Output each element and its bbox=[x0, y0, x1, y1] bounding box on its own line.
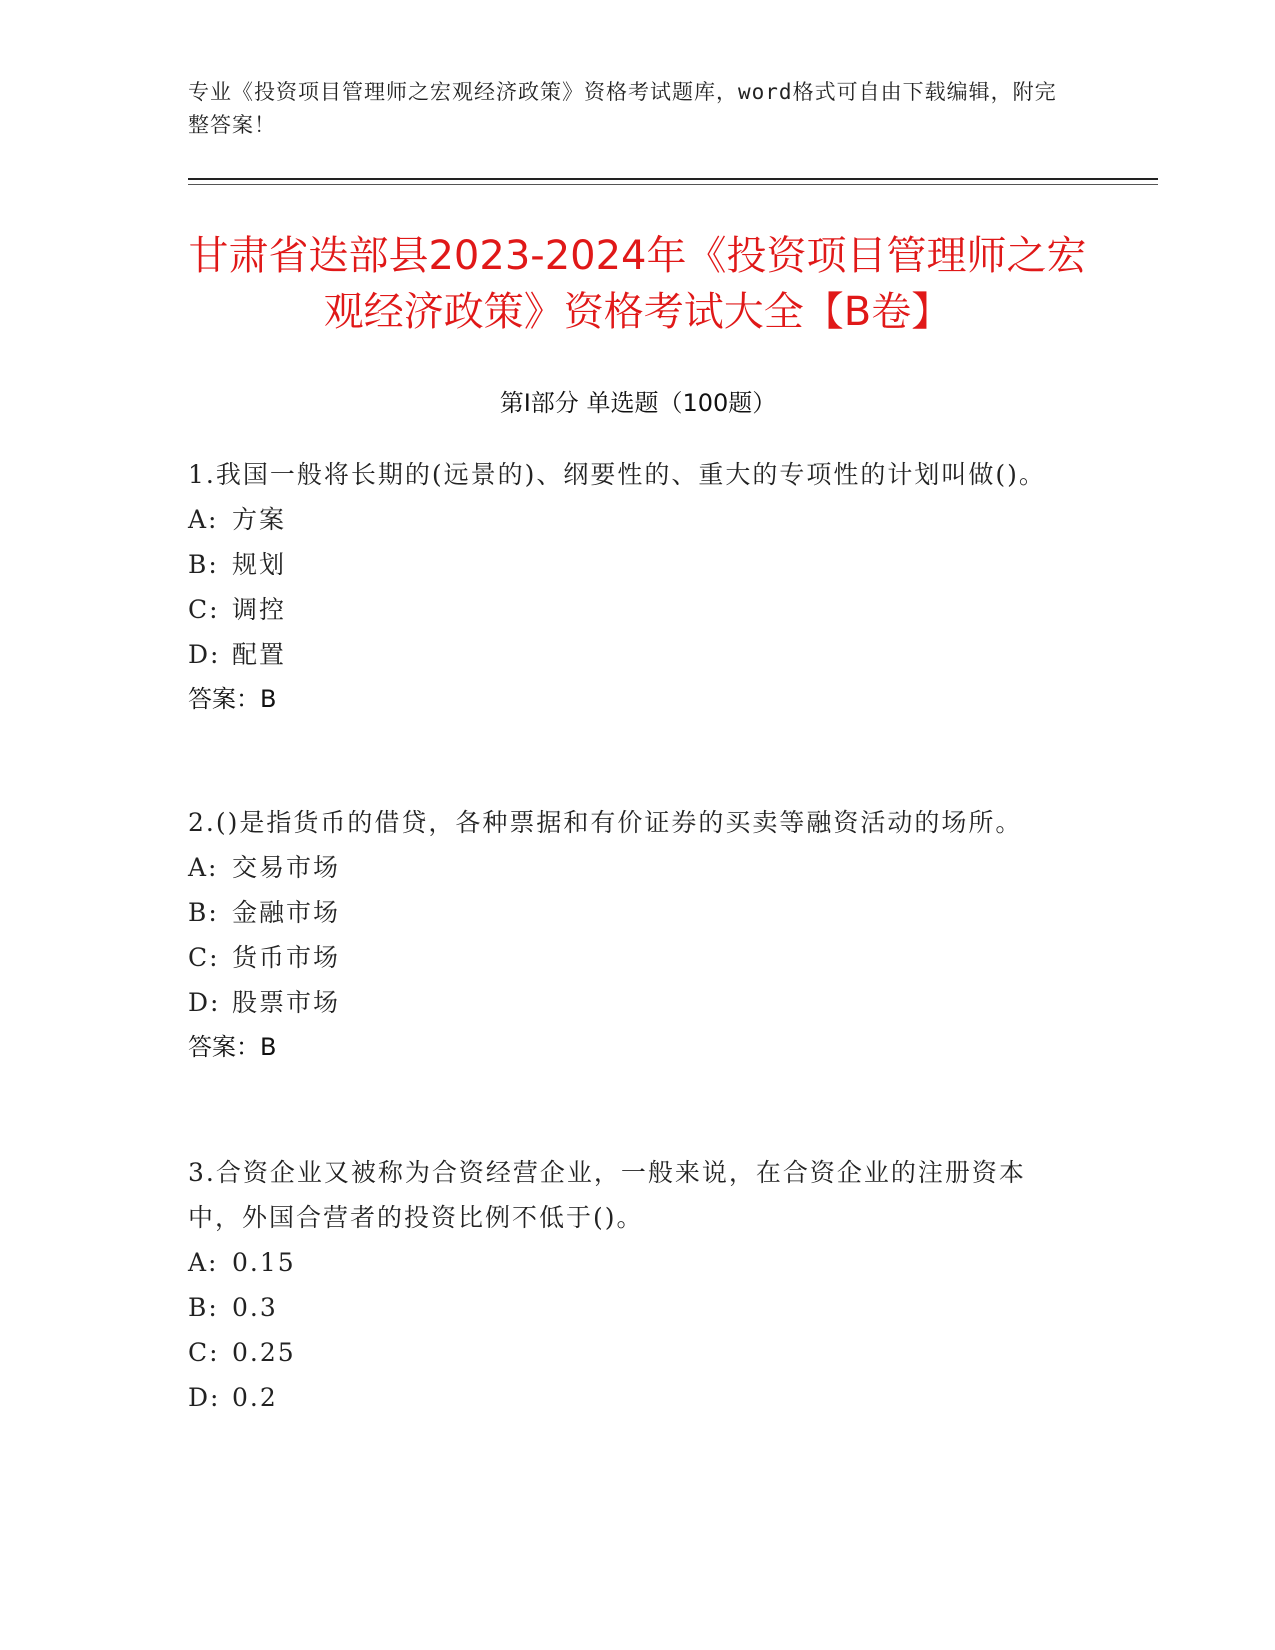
option-key: B: bbox=[188, 898, 219, 927]
option-text: 0.2 bbox=[232, 1383, 278, 1412]
option-key: A: bbox=[188, 505, 219, 534]
header-note: 专业《投资项目管理师之宏观经济政策》资格考试题库，word格式可自由下载编辑，附完整答案！ bbox=[188, 80, 1057, 137]
option-c bbox=[188, 935, 1068, 980]
option-text: 配置 bbox=[232, 640, 287, 669]
option-text: 0.15 bbox=[232, 1248, 296, 1277]
option-text: 0.3 bbox=[232, 1293, 278, 1322]
option-text: 交易市场 bbox=[232, 853, 341, 882]
option-a bbox=[188, 497, 1068, 542]
option-b bbox=[188, 542, 1068, 587]
question-text: 1.我国一般将长期的(远景的)、纲要性的、重大的专项性的计划叫做()。 bbox=[188, 460, 1046, 489]
option-b bbox=[188, 1285, 1068, 1330]
option-text: 货币市场 bbox=[232, 943, 341, 972]
section-heading: 第Ⅰ部分 单选题（100题） bbox=[499, 389, 777, 417]
option-key: C: bbox=[188, 595, 220, 624]
header-rule-thin bbox=[188, 184, 1158, 185]
option-c bbox=[188, 587, 1068, 632]
option-d bbox=[188, 1375, 1068, 1420]
option-key: A: bbox=[188, 1248, 219, 1277]
option-text: 金融市场 bbox=[232, 898, 341, 927]
option-text: 股票市场 bbox=[232, 988, 341, 1017]
option-key: B: bbox=[188, 1293, 219, 1322]
option-text: 调控 bbox=[232, 595, 287, 624]
question-1 bbox=[188, 452, 1068, 722]
option-key: D: bbox=[188, 988, 221, 1017]
option-key: D: bbox=[188, 640, 221, 669]
option-d bbox=[188, 632, 1068, 677]
answer-line: 答案：B bbox=[188, 1033, 277, 1061]
option-c bbox=[188, 1330, 1068, 1375]
header-rule-thick bbox=[188, 178, 1158, 180]
question-3 bbox=[188, 1150, 1068, 1420]
option-b bbox=[188, 890, 1068, 935]
option-key: B: bbox=[188, 550, 219, 579]
option-a bbox=[188, 1240, 1068, 1285]
option-a bbox=[188, 845, 1068, 890]
option-key: C: bbox=[188, 943, 220, 972]
option-text: 方案 bbox=[232, 505, 287, 534]
option-key: D: bbox=[188, 1383, 221, 1412]
option-text: 0.25 bbox=[232, 1338, 296, 1367]
option-key: A: bbox=[188, 853, 219, 882]
option-text: 规划 bbox=[232, 550, 287, 579]
question-text: 2.()是指货币的借贷，各种票据和有价证券的买卖等融资活动的场所。 bbox=[188, 808, 1023, 837]
question-text: 3.合资企业又被称为合资经营企业，一般来说，在合资企业的注册资本中，外国合营者的投资比例不低于()。 bbox=[188, 1158, 1026, 1232]
option-d bbox=[188, 980, 1068, 1025]
question-2 bbox=[188, 800, 1068, 1070]
answer-line: 答案：B bbox=[188, 685, 277, 713]
option-key: C: bbox=[188, 1338, 220, 1367]
document-title: 甘肃省迭部县2023-2024年《投资项目管理师之宏观经济政策》资格考试大全【B卷】 bbox=[188, 233, 1087, 335]
